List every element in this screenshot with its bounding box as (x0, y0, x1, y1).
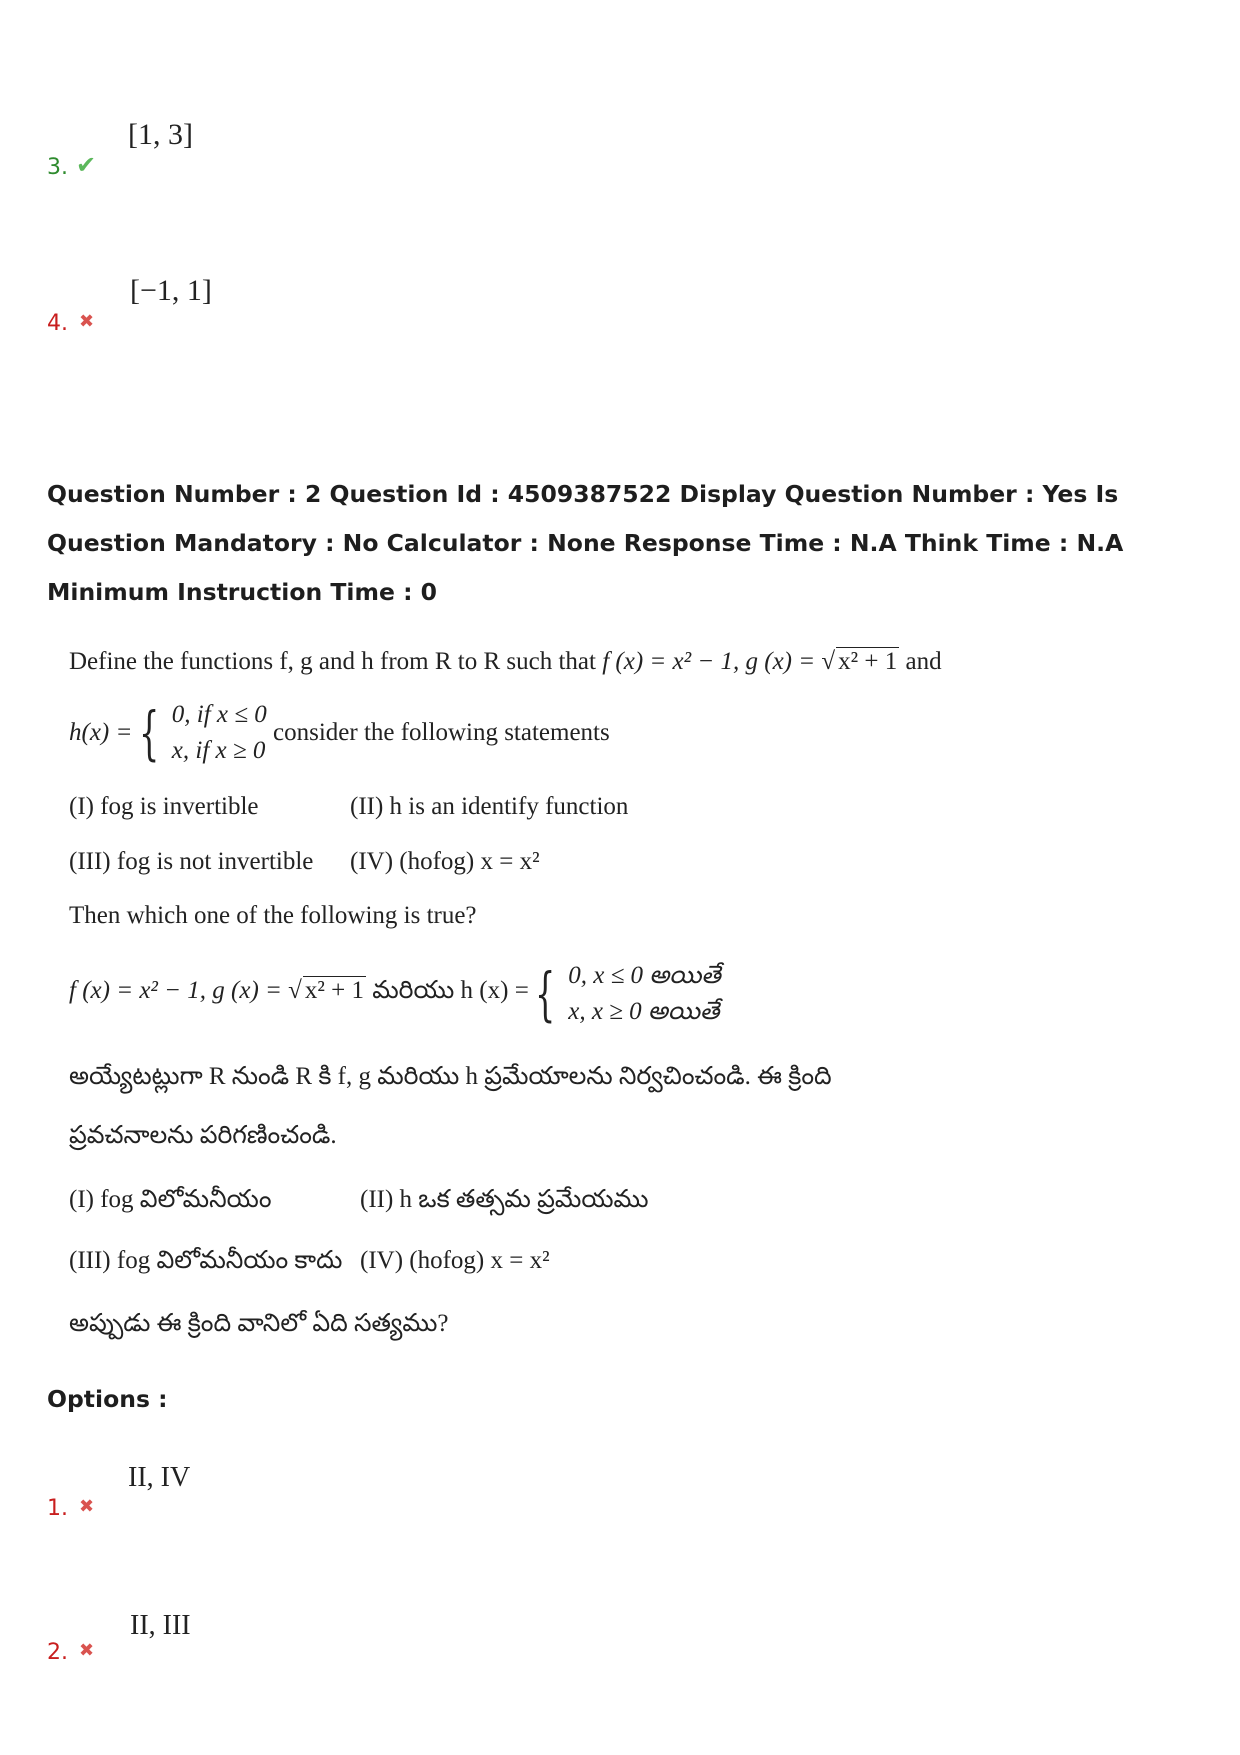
statement-4: (IV) (hofog) x = x² (350, 848, 540, 875)
cross-icon: ✖ (79, 1496, 95, 1517)
sqrt-expression: x² + 1 (304, 977, 364, 1004)
question-text: Define the functions f, g and h from R to R such that (69, 648, 603, 675)
question-te-line-3: ప్రవచనాలను పరిగణించండి. (69, 1122, 337, 1149)
cross-icon: ✖ (79, 1640, 95, 1661)
option-number: 3. (47, 155, 68, 180)
option-content: II, IV (128, 1462, 191, 1493)
cross-icon: ✖ (79, 311, 95, 332)
option-content: [1, 3] (128, 118, 193, 151)
option-number: 2. (47, 1640, 68, 1665)
question-meta: Question Number : 2 Question Id : 4509387522 Display Question Number : Yes Is Question Mandatory : No Calculator : None Response Time : N.A Think Time : N.A Minimum Instruction Time : 0 (47, 480, 1124, 606)
function-f: f (x) = x² − 1, (602, 648, 746, 675)
statement-1: (I) fog is invertible (69, 793, 259, 820)
h-case-1-te: 0, x ≤ 0 అయితే (568, 962, 721, 989)
brace-icon: { (138, 699, 159, 767)
option-number: 4. (47, 311, 68, 336)
question-text-te: మరియు h (x) = (365, 977, 529, 1004)
option-number: 1. (47, 1496, 68, 1521)
statement-te-3: (III) fog విలోమనీయం కాదు (69, 1247, 343, 1274)
statement-te-1: (I) fog విలోమనీయం (69, 1186, 272, 1213)
statement-3: (III) fog is not invertible (69, 848, 314, 875)
question-h-definition (69, 697, 610, 769)
question-text: and (899, 648, 942, 675)
question-line-1: Define the functions f, g and h from R to R such that f (x) = x² − 1, g (x) = √ x² + 1 and (69, 648, 942, 675)
option-content: II, III (130, 1610, 191, 1641)
question-text: consider the following statements (273, 719, 610, 746)
sqrt-expression: x² + 1 (838, 648, 898, 675)
question-te-line-1: f (x) = x² − 1, g (x) = √ x² + 1 మరియు h (x) = { 0, x ≤ 0 అయితే x, x ≥ 0 అయితే (69, 960, 721, 1028)
h-case-1: 0, if x ≤ 0 (171, 701, 267, 728)
function-h-label: h(x) = (69, 719, 133, 746)
options-label: Options : (47, 1385, 168, 1413)
question-ask: Then which one of the following is true? (69, 902, 477, 929)
function-g: g (x) = (745, 648, 822, 675)
brace-icon: { (535, 960, 556, 1028)
h-case-2: x, if x ≥ 0 (171, 737, 266, 764)
h-case-2-te: x, x ≥ 0 అయితే (568, 998, 720, 1025)
question-te-ask: అప్పుడు ఈ క్రింది వానిలో ఏది సత్యము? (69, 1310, 449, 1337)
check-icon: ✔ (76, 151, 97, 179)
statement-te-4: (IV) (hofog) x = x² (360, 1247, 550, 1274)
statement-2: (II) h is an identify function (350, 793, 629, 820)
option-content: [−1, 1] (130, 274, 212, 307)
statement-te-2: (II) h ఒక తత్సమ ప్రమేయము (360, 1186, 649, 1213)
question-te-line-2: అయ్యేటట్లుగా R నుండి R కి f, g మరియు h ప్రమేయాలను నిర్వచించండి. ఈ క్రింది (69, 1063, 832, 1090)
function-fg-te: f (x) = x² − 1, g (x) = (69, 977, 289, 1004)
